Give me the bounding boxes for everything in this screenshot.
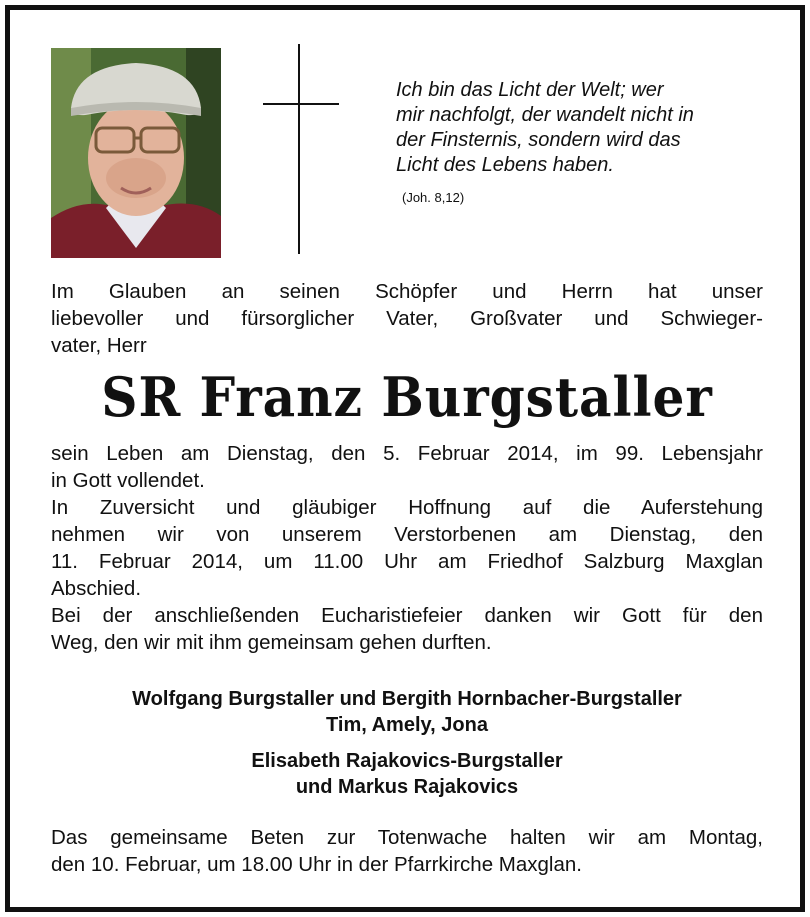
funeral-paragraph [51,494,763,602]
intro-paragraph [51,278,763,359]
funeral-line: 11. Februar 2014, um 11.00 Uhr am Friedhof Salzburg Maxglan [51,550,763,573]
passing-line: in Gott vollendet. [51,469,205,492]
eucharist-line: Weg, den wir mit ihm gemeinsam gehen durften. [51,631,492,654]
family-line: Elisabeth Rajakovics-Burgstaller [251,750,563,772]
latin-cross-icon [298,44,300,254]
passing-paragraph [51,440,763,494]
portrait-photo [51,48,221,258]
latin-cross-icon-bar [263,103,339,105]
intro-line: vater, Herr [51,334,147,357]
intro-line: Im Glauben an seinen Schöpfer und Herrn hat unser [51,280,763,303]
obituary-notice [5,5,805,912]
quote-line: mir nachfolgt, der wandelt nicht in [396,104,694,126]
portrait-photo-image [51,48,221,258]
eucharist-line: Bei der anschließenden Eucharistiefeier danken wir Gott für den [51,604,763,627]
wake-line: den 10. Februar, um 18.00 Uhr in der Pfarrkirche Maxglan. [51,853,582,876]
family-line: Tim, Amely, Jona [326,714,488,736]
family-line: Wolfgang Burgstaller und Bergith Hornbacher-Burgstaller [132,688,682,710]
quote-reference: (Joh. 8,12) [402,190,465,205]
funeral-line: Abschied. [51,577,142,600]
deceased-name: SR Franz Burgstaller [101,365,713,429]
quote-line: Licht des Lebens haben. [396,154,614,176]
family-line: und Markus Rajakovics [295,776,519,798]
intro-line: liebevoller und fürsorglicher Vater, Großvater und Schwieger- [51,307,763,330]
bible-quote [396,78,776,178]
wake-line: Das gemeinsame Beten zur Totenwache halten wir am Montag, [51,826,763,849]
passing-line: sein Leben am Dienstag, den 5. Februar 2014, im 99. Lebensjahr [51,442,763,465]
funeral-line: nehmen wir von unserem Verstorbenen am Dienstag, den [51,523,763,546]
funeral-line: In Zuversicht und gläubiger Hoffnung auf die Auferstehung [51,496,763,519]
quote-line: Ich bin das Licht der Welt; wer [396,79,664,101]
quote-line: der Finsternis, sondern wird das [396,129,681,151]
wake-paragraph [51,824,763,878]
eucharist-paragraph [51,602,763,656]
